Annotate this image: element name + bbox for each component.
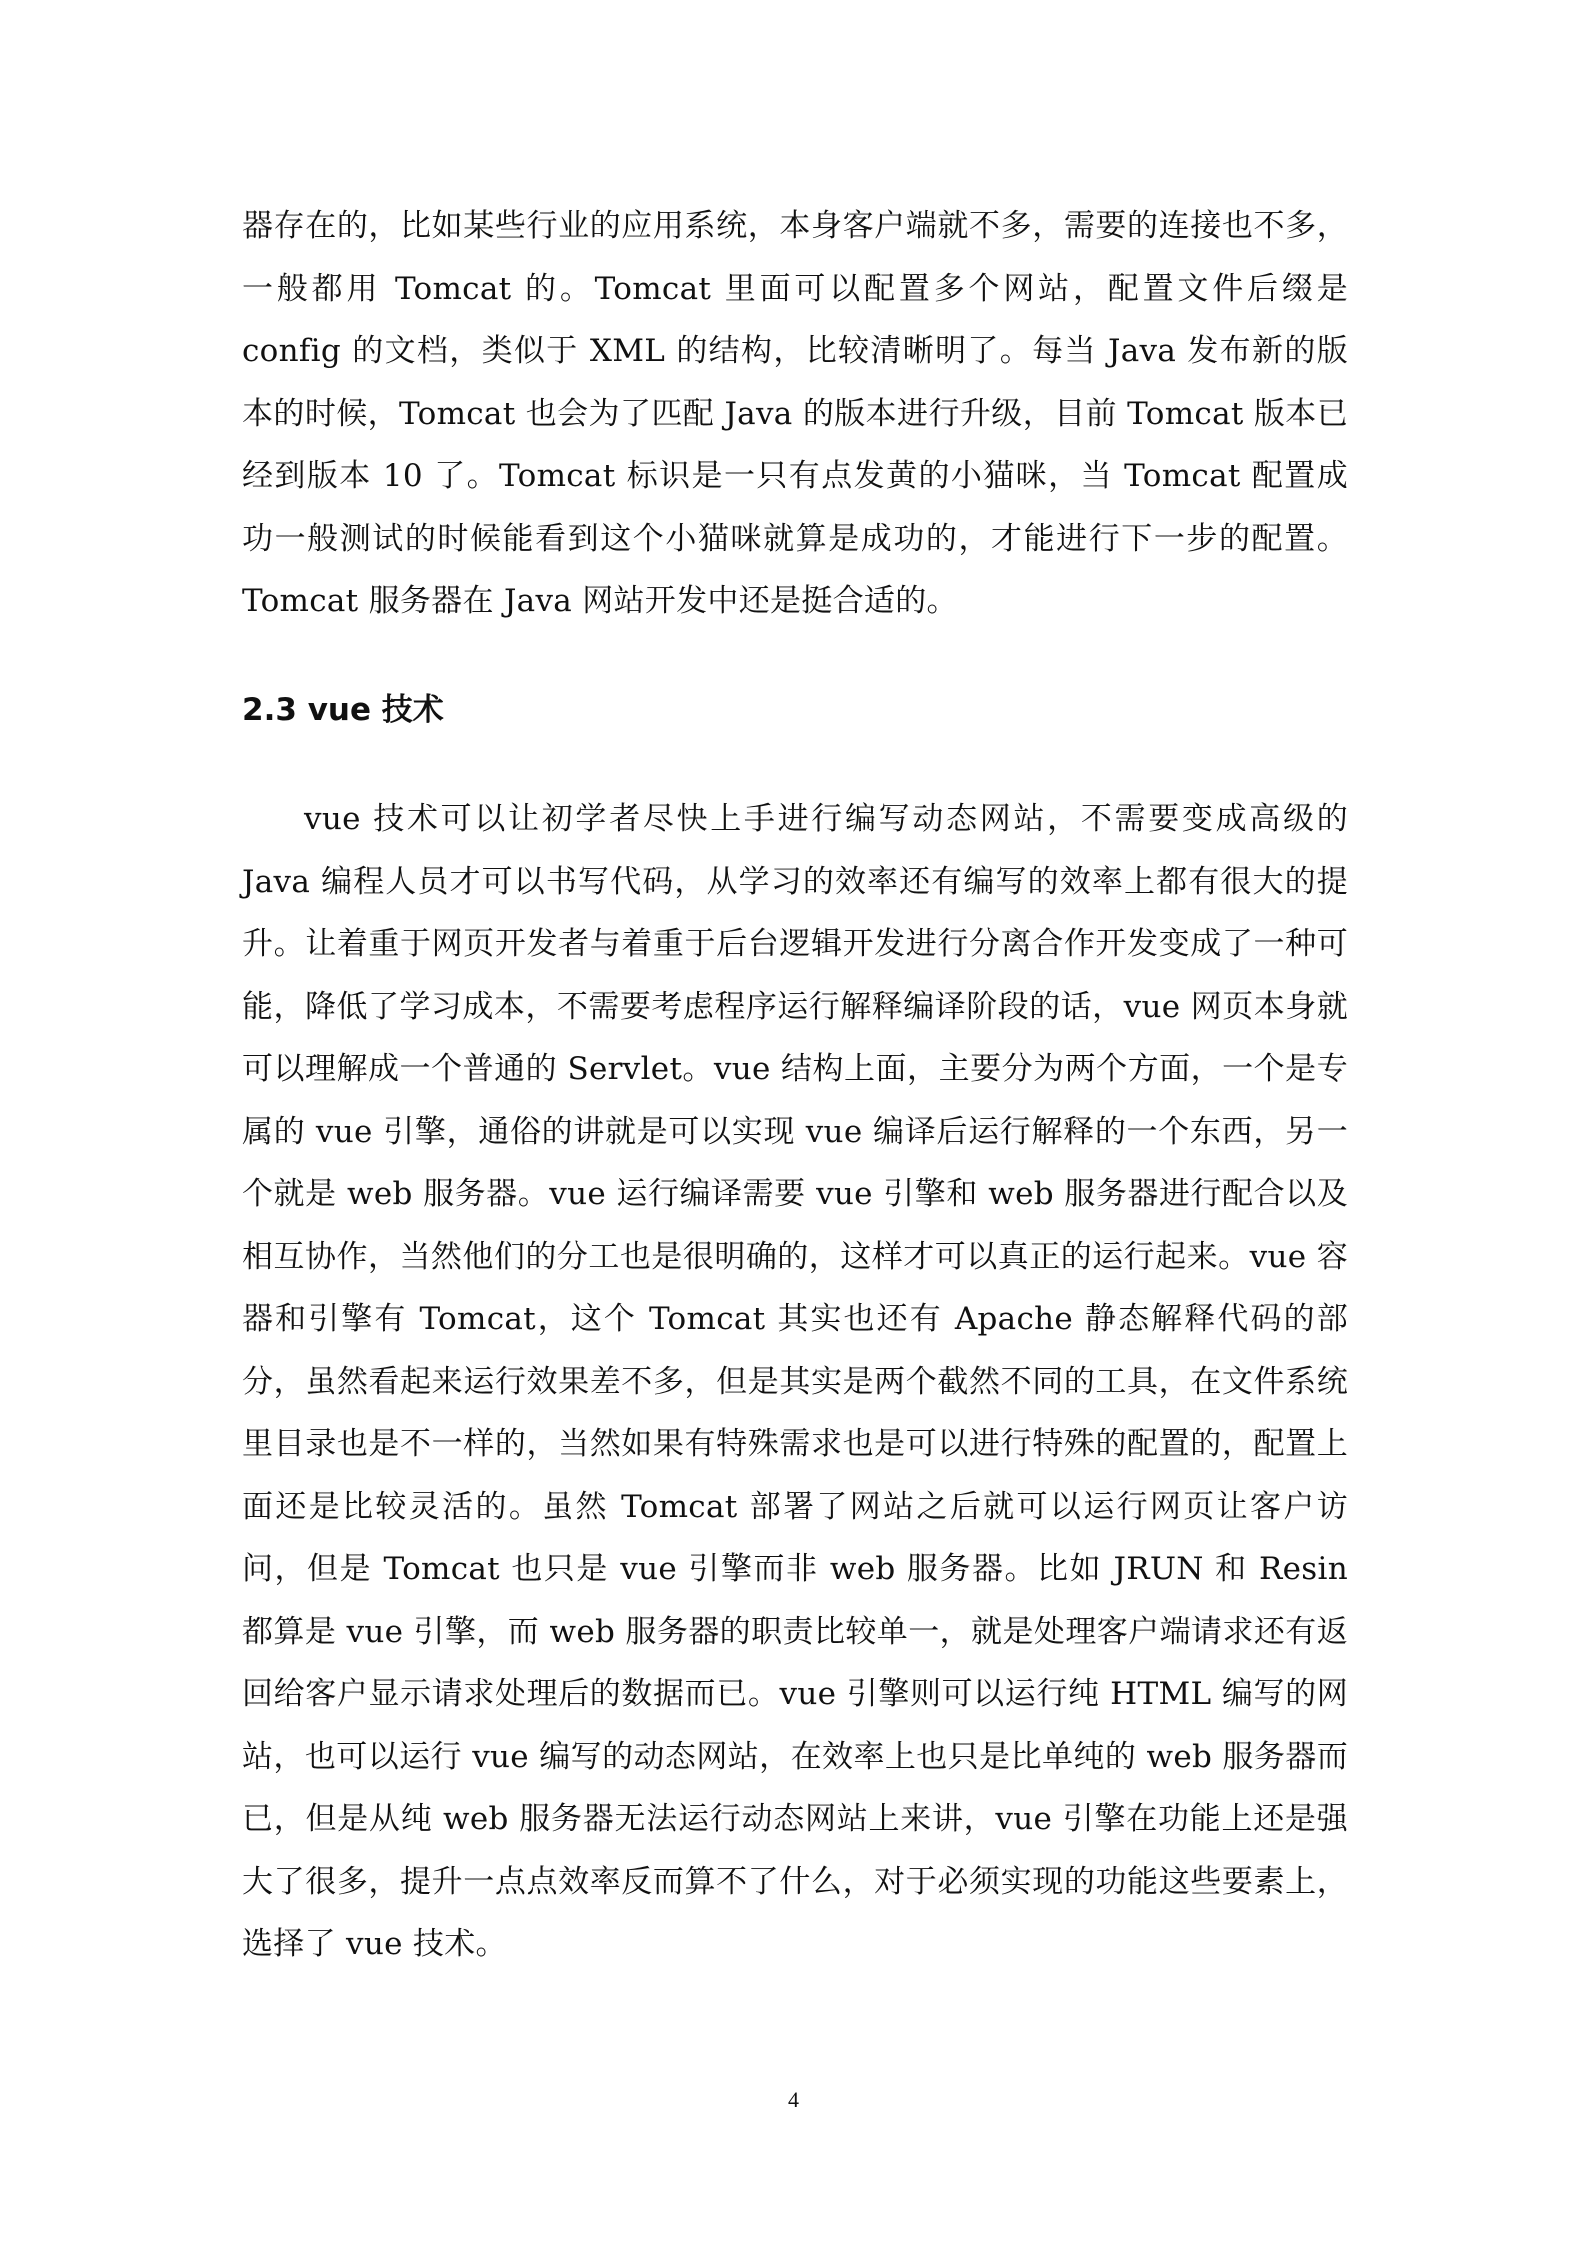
page-number: 4 bbox=[788, 2087, 799, 2112]
section-heading-vue: 2.3 vue 技术 bbox=[242, 692, 444, 728]
body-paragraph-vue: vue 技术可以让初学者尽快上手进行编写动态网站，不需要变成高级的 Java 编程人员才可以书写代码，从学习的效率还有编写的效率上都有很大的提升。让着重于网页开发者与着重于后台逻辑开发进行分离合作开发变成了一种可能，降低了学习成本，不需要考虑程序运行解释编译阶段的话，vue 网页本身就可以理解成一个普通的 Servlet。vue 结构上面，主要分为两个方面，一个是专属的 vue 引擎，通俗的讲就是可以实现 vue 编译后运行解释的一个东西，另一个就是 web 服务器。vue 运行编译需要 vue 引擎和 web 服务器进行配合以及相互协作，当然他们的分工也是很明确的，这样才可以真正的运行起来。vue 容器和引擎有 Tomcat，这个 Tomcat 其实也还有 Apache 静态解释代码的部分，虽然看起来运行效果差不多，但是其实是两个截然不同的工具，在文件系统里目录也是不一样的，当然如果有特殊需求也是可以进行特殊的配置的，配置上面还是比较灵活的。虽然 Tomcat 部署了网站之后就可以运行网页让客户访问，但是 Tomcat 也只是 vue 引擎而非 web 服务器。比如 JRUN 和 Resin 都算是 vue 引擎，而 web 服务器的职责比较单一，就是处理客户端请求还有返回给客户显示请求处理后的数据而已。vue 引擎则可以运行纯 HTML 编写的网站，也可以运行 vue 编写的动态网站，在效率上也只是比单纯的 web 服务器而已，但是从纯 web 服务器无法运行动态网站上来讲，vue 引擎在功能上还是强大了很多，提升一点点效率反而算不了什么，对于必须实现的功能这些要素上，选择了 vue 技术。 bbox=[242, 801, 1348, 1962]
body-paragraph-tomcat: 器存在的，比如某些行业的应用系统，本身客户端就不多，需要的连接也不多，一般都用 Tomcat 的。Tomcat 里面可以配置多个网站，配置文件后缀是 config 的文档，类似于 XML 的结构，比较清晰明了。每当 Java 发布新的版本的时候，Tomcat 也会为了匹配 Java 的版本进行升级，目前 Tomcat 版本已经到版本 10 了。Tomcat 标识是一只有点发黄的小猫咪，当 Tomcat 配置成功一般测试的时候能看到这个小猫咪就算是成功的，才能进行下一步的配置。Tomcat 服务器在 Java 网站开发中还是挺合适的。 bbox=[242, 208, 1348, 619]
